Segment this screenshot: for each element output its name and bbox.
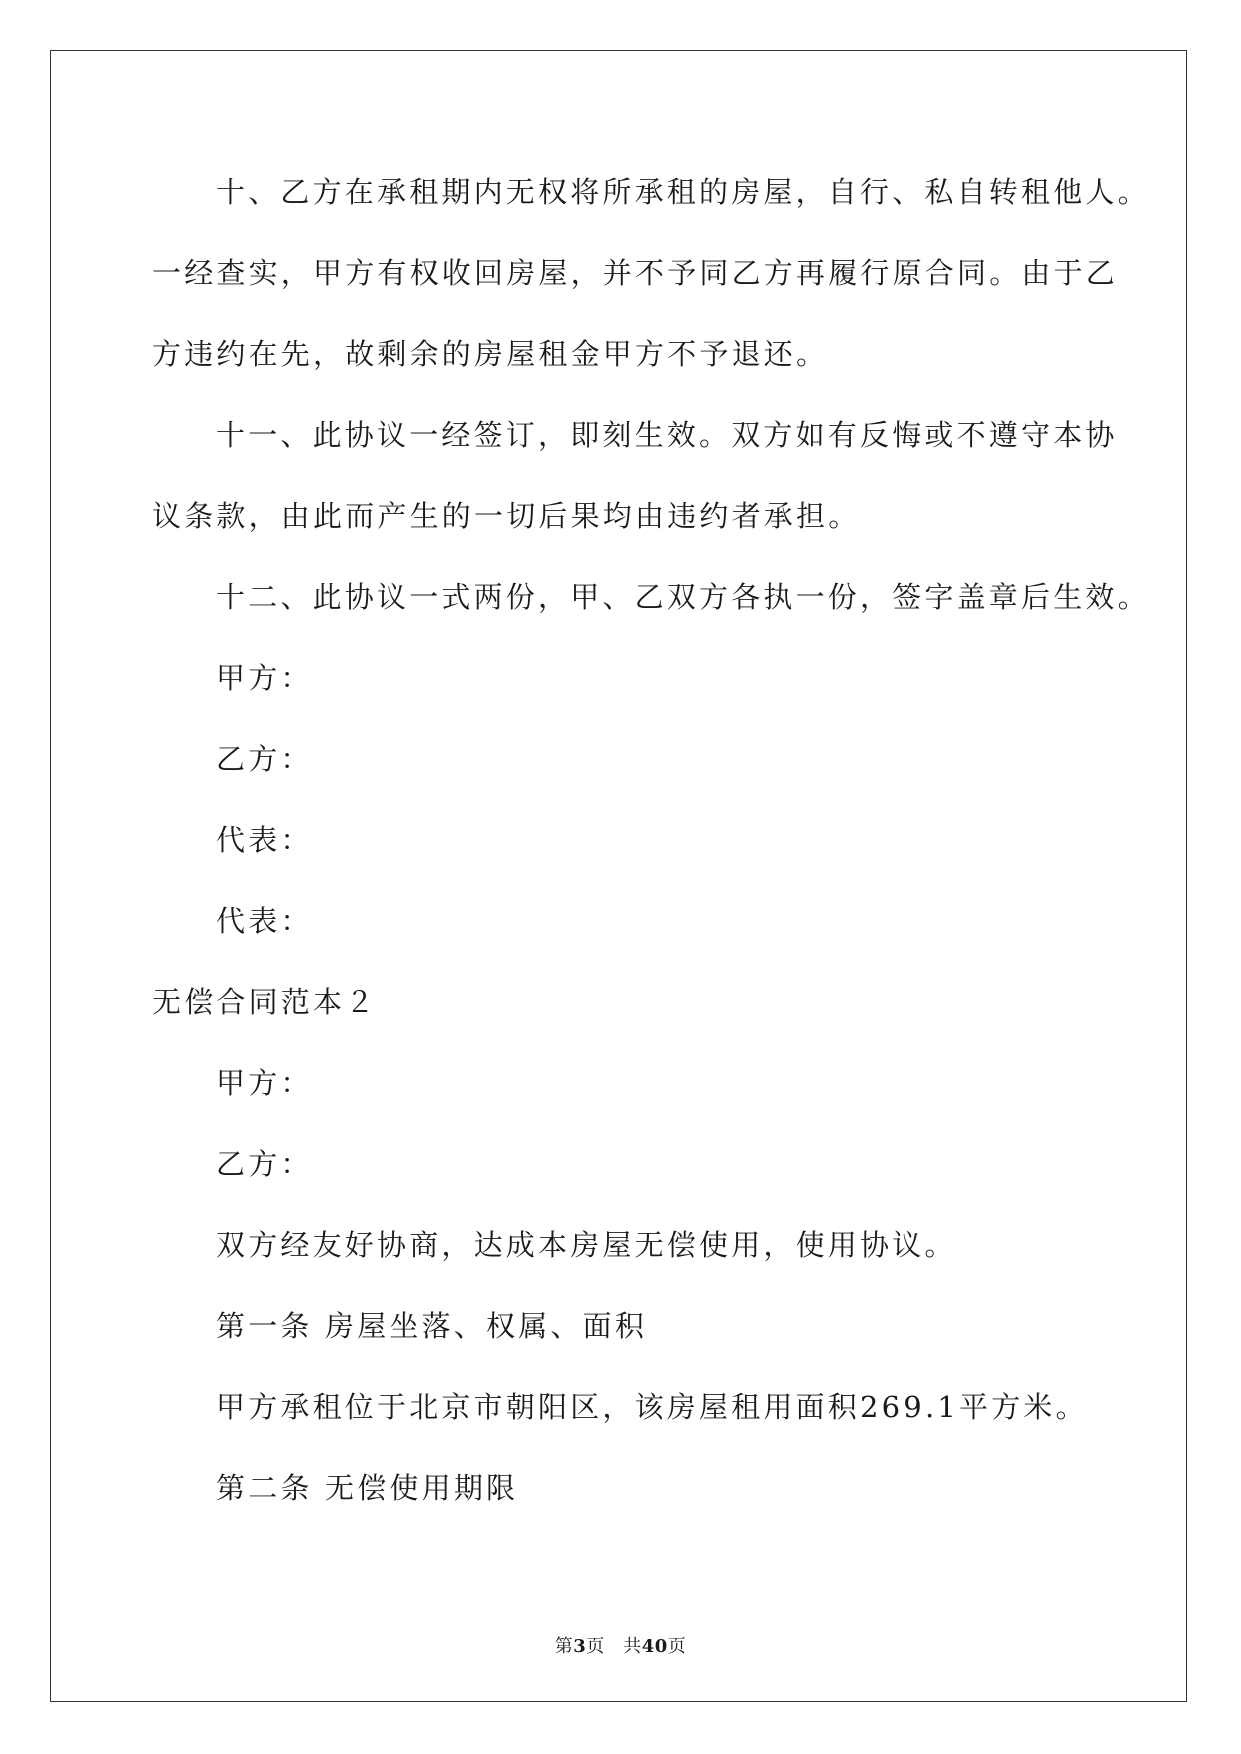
footer-total-pages: 40 <box>641 1636 668 1657</box>
article-1-body: 甲方承租位于北京市朝阳区，该房屋租用面积269.1平方米。 <box>216 1390 1088 1424</box>
clause-12-line-1: 十二、此协议一式两份，甲、乙双方各执一份，签字盖章后生效。 <box>216 580 1150 614</box>
party-a-label-2: 甲方： <box>216 1066 313 1100</box>
party-a-label: 甲方： <box>216 661 313 695</box>
page-footer <box>0 1632 1241 1658</box>
clause-10-line-1: 十、乙方在承租期内无权将所承租的房屋，自行、私自转租他人。 <box>216 175 1150 209</box>
clause-11-line-2: 议条款，由此而产生的一切后果均由违约者承担。 <box>152 499 861 533</box>
party-b-label-2: 乙方： <box>216 1147 313 1181</box>
footer-middle: 页 共 <box>586 1636 642 1657</box>
section-heading: 无偿合同范本２ <box>152 985 378 1019</box>
agreement-intro: 双方经友好协商，达成本房屋无偿使用，使用协议。 <box>216 1228 957 1262</box>
footer-prefix: 第 <box>554 1636 574 1657</box>
clause-11-line-1: 十一、此协议一经签订，即刻生效。双方如有反悔或不遵守本协 <box>216 418 1118 452</box>
page-frame <box>50 50 1187 1702</box>
clause-10-line-2: 一经查实，甲方有权收回房屋，并不予同乙方再履行原合同。由于乙 <box>152 256 1119 290</box>
footer-suffix: 页 <box>667 1636 687 1657</box>
article-2-title: 第二条 无偿使用期限 <box>216 1471 519 1505</box>
representative-label-2: 代表： <box>216 904 313 938</box>
representative-label-1: 代表： <box>216 823 313 857</box>
footer-page-number: 3 <box>573 1636 587 1657</box>
article-1-title: 第一条 房屋坐落、权属、面积 <box>216 1309 648 1343</box>
party-b-label: 乙方： <box>216 742 313 776</box>
clause-10-line-3: 方违约在先，故剩余的房屋租金甲方不予退还。 <box>152 337 829 371</box>
